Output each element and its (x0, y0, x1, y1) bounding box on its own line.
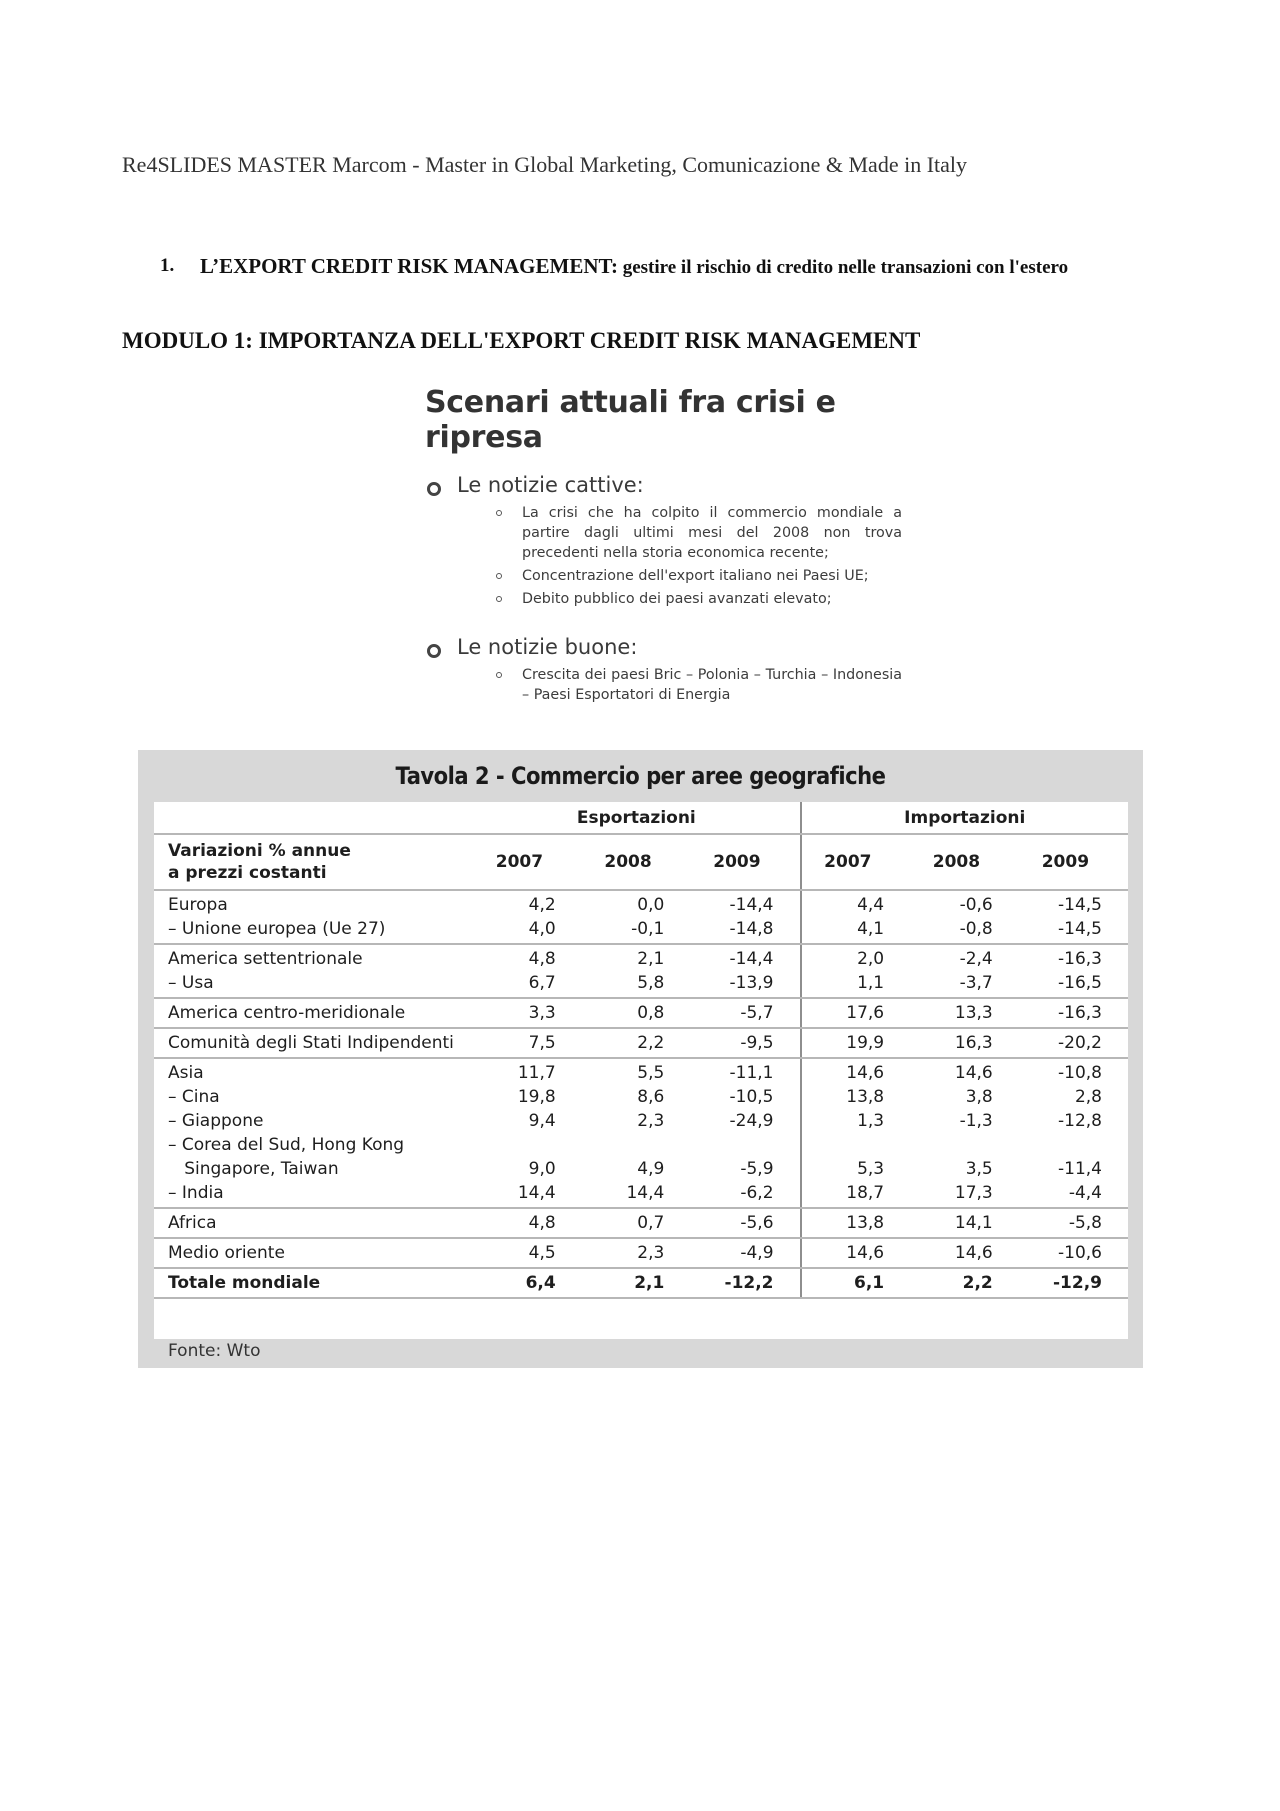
value-cell: 2,0 1,1 (801, 944, 911, 998)
total-row (154, 1268, 1128, 1298)
value-cell: 14,6 (910, 1238, 1019, 1268)
value-cell: -10,6 (1019, 1238, 1128, 1268)
value-cell: 17,6 (801, 998, 911, 1028)
value-cell: -5,7 (690, 998, 800, 1028)
region-label: America centro-meridionale (154, 998, 473, 1028)
value-cell: 4,4 4,1 (801, 890, 911, 944)
value-cell: 0,0 -0,1 (582, 890, 691, 944)
value-cell: 5,5 8,6 2,3 4,9 14,4 (582, 1058, 691, 1208)
value-cell: 14,1 (910, 1208, 1019, 1238)
year-header: 2008 (582, 834, 691, 890)
value-cell: -12,9 (1019, 1268, 1128, 1298)
value-cell: 2,1 5,8 (582, 944, 691, 998)
value-cell: 3,3 (473, 998, 582, 1028)
year-header-row (154, 834, 1128, 890)
section-subtitle: gestire il rischio di credito nelle transazioni con l'estero (622, 257, 1069, 278)
slide-image (380, 385, 960, 730)
value-cell: -14,4 -14,8 (690, 890, 800, 944)
value-cell: -16,3 -16,5 (1019, 944, 1128, 998)
value-cell: 7,5 (473, 1028, 582, 1058)
module-heading: MODULO 1: IMPORTANZA DELL'EXPORT CREDIT RISK MANAGEMENT (122, 328, 921, 353)
year-header: 2007 (801, 834, 911, 890)
value-cell: 2,3 (582, 1238, 691, 1268)
value-cell: -12,2 (690, 1268, 800, 1298)
value-cell: 11,7 19,8 9,4 9,0 14,4 (473, 1058, 582, 1208)
value-cell: -4,9 (690, 1238, 800, 1268)
table-row (154, 1058, 1128, 1208)
value-cell: 2,2 (910, 1268, 1019, 1298)
value-cell: 0,8 (582, 998, 691, 1028)
bad-news-heading: Le notizie cattive: (425, 473, 960, 497)
value-cell: 6,4 (473, 1268, 582, 1298)
imports-header: Importazioni (801, 802, 1128, 834)
region-label: America settentrionale – Usa (154, 944, 473, 998)
value-cell: 6,1 (801, 1268, 911, 1298)
table-row (154, 1238, 1128, 1268)
good-news-item: Crescita dei paesi Bric – Polonia – Turchia – Indonesia – Paesi Esportatori di Energia (492, 665, 902, 705)
year-header: 2008 (910, 834, 1019, 890)
value-cell: 4,8 (473, 1208, 582, 1238)
region-label: Totale mondiale (154, 1268, 473, 1298)
trade-table (138, 750, 1143, 1368)
value-cell: 0,7 (582, 1208, 691, 1238)
year-header: 2007 (473, 834, 582, 890)
value-cell: -5,6 (690, 1208, 800, 1238)
table-title: Tavola 2 - Commercio per aree geografiche (395, 762, 886, 790)
section-number: 1. (160, 255, 175, 276)
table-row (154, 998, 1128, 1028)
value-cell: 2,2 (582, 1028, 691, 1058)
value-cell: -0,6 -0,8 (910, 890, 1019, 944)
document-header: Re4SLIDES MASTER Marcom - Master in Global Marketing, Comunicazione & Made in Italy (122, 152, 968, 177)
slide-title: Scenari attuali fra crisi e ripresa (425, 385, 836, 455)
region-label: Africa (154, 1208, 473, 1238)
bad-news-item: Debito pubblico dei paesi avanzati elevato; (492, 589, 960, 609)
value-cell: 4,2 4,0 (473, 890, 582, 944)
bad-news-item: Concentrazione dell'export italiano nei Paesi UE; (492, 566, 960, 586)
row-header: Variazioni % annue a prezzi costanti (154, 834, 473, 890)
trade-data-table (154, 802, 1128, 1299)
good-news-heading: Le notizie buone: (425, 635, 960, 659)
value-cell: -14,4 -13,9 (690, 944, 800, 998)
value-cell: 14,6 (801, 1238, 911, 1268)
section-heading (160, 252, 1170, 282)
exports-header: Esportazioni (473, 802, 800, 834)
value-cell: 13,3 (910, 998, 1019, 1028)
table-row (154, 1208, 1128, 1238)
value-cell: 16,3 (910, 1028, 1019, 1058)
section-title: L’EXPORT CREDIT RISK MANAGEMENT: (200, 254, 618, 278)
region-label: Europa – Unione europea (Ue 27) (154, 890, 473, 944)
table-row (154, 1028, 1128, 1058)
region-label: Comunità degli Stati Indipendenti (154, 1028, 473, 1058)
value-cell: 14,6 3,8 -1,3 3,5 17,3 (910, 1058, 1019, 1208)
value-cell: 13,8 (801, 1208, 911, 1238)
value-cell: -9,5 (690, 1028, 800, 1058)
value-cell: -2,4 -3,7 (910, 944, 1019, 998)
table-row (154, 890, 1128, 944)
table-source: Fonte: Wto (168, 1341, 261, 1361)
value-cell: -16,3 (1019, 998, 1128, 1028)
value-cell: 14,6 13,8 1,3 5,3 18,7 (801, 1058, 911, 1208)
region-label: Medio oriente (154, 1238, 473, 1268)
value-cell: -14,5 -14,5 (1019, 890, 1128, 944)
value-cell: 2,1 (582, 1268, 691, 1298)
table-row (154, 944, 1128, 998)
year-header: 2009 (1019, 834, 1128, 890)
value-cell: 4,5 (473, 1238, 582, 1268)
region-label: Asia – Cina – Giappone – Corea del Sud, Hong Kong Singapore, Taiwan – India (154, 1058, 473, 1208)
value-cell: -5,8 (1019, 1208, 1128, 1238)
bad-news-item: La crisi che ha colpito il commercio mondiale a partire dagli ultimi mesi del 2008 non trova precedenti nella storia economica recente; (492, 503, 902, 563)
value-cell: 19,9 (801, 1028, 911, 1058)
value-cell: -20,2 (1019, 1028, 1128, 1058)
value-cell: -11,1 -10,5 -24,9 -5,9 -6,2 (690, 1058, 800, 1208)
year-header: 2009 (690, 834, 800, 890)
value-cell: -10,8 2,8 -12,8 -11,4 -4,4 (1019, 1058, 1128, 1208)
value-cell: 4,8 6,7 (473, 944, 582, 998)
